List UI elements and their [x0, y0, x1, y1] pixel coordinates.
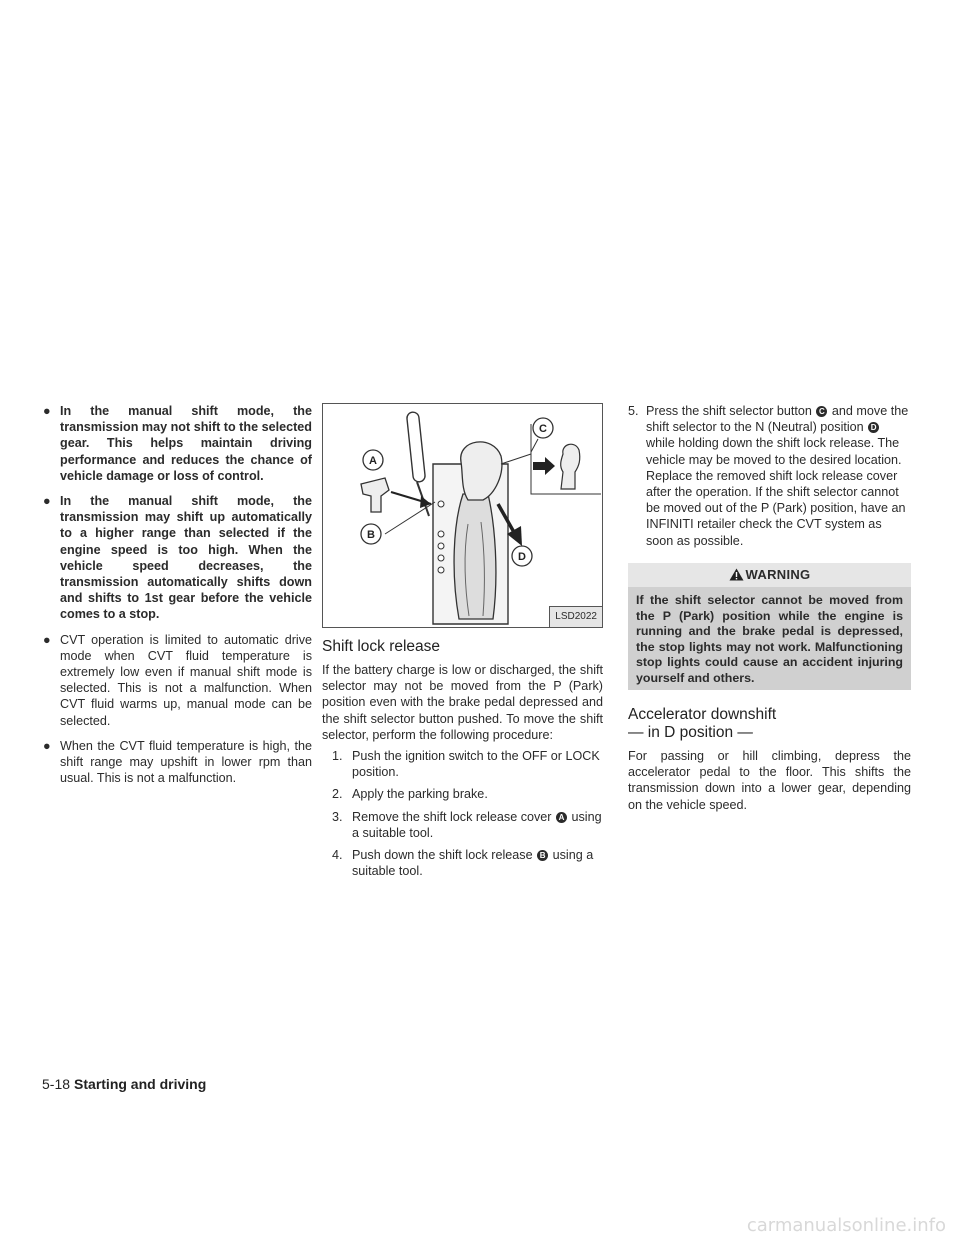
shift-lock-steps	[322, 748, 603, 879]
shift-selector-drawing	[323, 404, 602, 627]
bullet-item: ● CVT operation is limited to automatic drive mode when CVT fluid temperature is extremely low even if manual shift mode is selected. This is not a malfunction. When CVT fluid warms up, manual mode can be selected.	[43, 632, 312, 728]
shift-lock-illustration	[322, 403, 603, 628]
page-footer	[42, 1076, 206, 1092]
marker-d-icon: D	[868, 422, 879, 433]
warning-title: WARNING	[745, 566, 811, 582]
right-column	[628, 403, 911, 818]
figure-label: LSD2022	[549, 606, 602, 627]
marker-b-icon: B	[537, 850, 548, 861]
shift-lock-heading: Shift lock release	[322, 638, 441, 655]
left-column	[42, 403, 312, 795]
bullet-item: ● In the manual shift mode, the transmission may not shift to the selected gear. This helps maintain driving performance and reduces the chance of vehicle damage or loss of control.	[43, 404, 312, 483]
step-item: 4. Push down the shift lock release B using a suitable tool.	[332, 848, 594, 879]
warning-triangle-icon	[729, 568, 744, 581]
marker-c-icon: C	[816, 406, 827, 417]
shift-lock-intro: If the battery charge is low or discharged, the shift selector may not be moved from the P (Park) position even with the brake pedal depressed and the shift selector button pushed. To move the shift selector, perform the following procedure:	[322, 663, 603, 742]
step-item: 5. Press the shift selector button C and move the shift selector to the N (Neutral) position D while holding down the shift lock release. The vehicle may be moved to the desired location. Replace the removed shift lock release cover after the operation. If the shift selector cannot be moved out of the P (Park) position, have an INFINITI retailer check the CVT system as soon as possible.	[628, 404, 909, 548]
section-title: Starting and driving	[74, 1076, 207, 1092]
callout-d-label: D	[518, 551, 526, 563]
page-number: 5-18	[42, 1076, 71, 1092]
callout-b-label: B	[367, 529, 375, 541]
marker-a-icon: A	[556, 812, 567, 823]
bullet-item: ● When the CVT fluid temperature is high, the shift range may upshift in lower rpm than usual. This is not a malfunction.	[43, 738, 312, 786]
accelerator-heading: Accelerator downshift — in D position —	[628, 706, 777, 742]
step-item: 3. Remove the shift lock release cover A using a suitable tool.	[332, 809, 602, 840]
step-item: 2. Apply the parking brake.	[332, 787, 488, 802]
step-item: 1. Push the ignition switch to the OFF or LOCK position.	[332, 749, 600, 780]
bullet-item: ● In the manual shift mode, the transmission may shift up automatically to a higher range than selected if the engine speed is too high. When the vehicle speed decreases, the transmission automatically shifts down and shifts to 1st gear before the vehicle comes to a stop.	[43, 494, 312, 622]
callout-a-label: A	[369, 455, 377, 467]
warning-header	[628, 563, 911, 587]
accelerator-text: For passing or hill climbing, depress the accelerator pedal to the floor. This shifts the transmission down into a lower gear, depending on the vehicle speed.	[628, 749, 911, 812]
middle-column	[322, 403, 603, 885]
warning-box	[628, 563, 911, 690]
watermark: carmanualsonline.info	[746, 1215, 946, 1236]
shift-lock-steps-continued	[628, 403, 911, 549]
callout-c-label: C	[539, 423, 547, 435]
warning-text: If the shift selector cannot be moved from the P (Park) position while the engine is running and the brake pedal is depressed, the stop lights may not work. Malfunctioning stop lights could cause an accident injuring yourself and others.	[628, 587, 911, 690]
